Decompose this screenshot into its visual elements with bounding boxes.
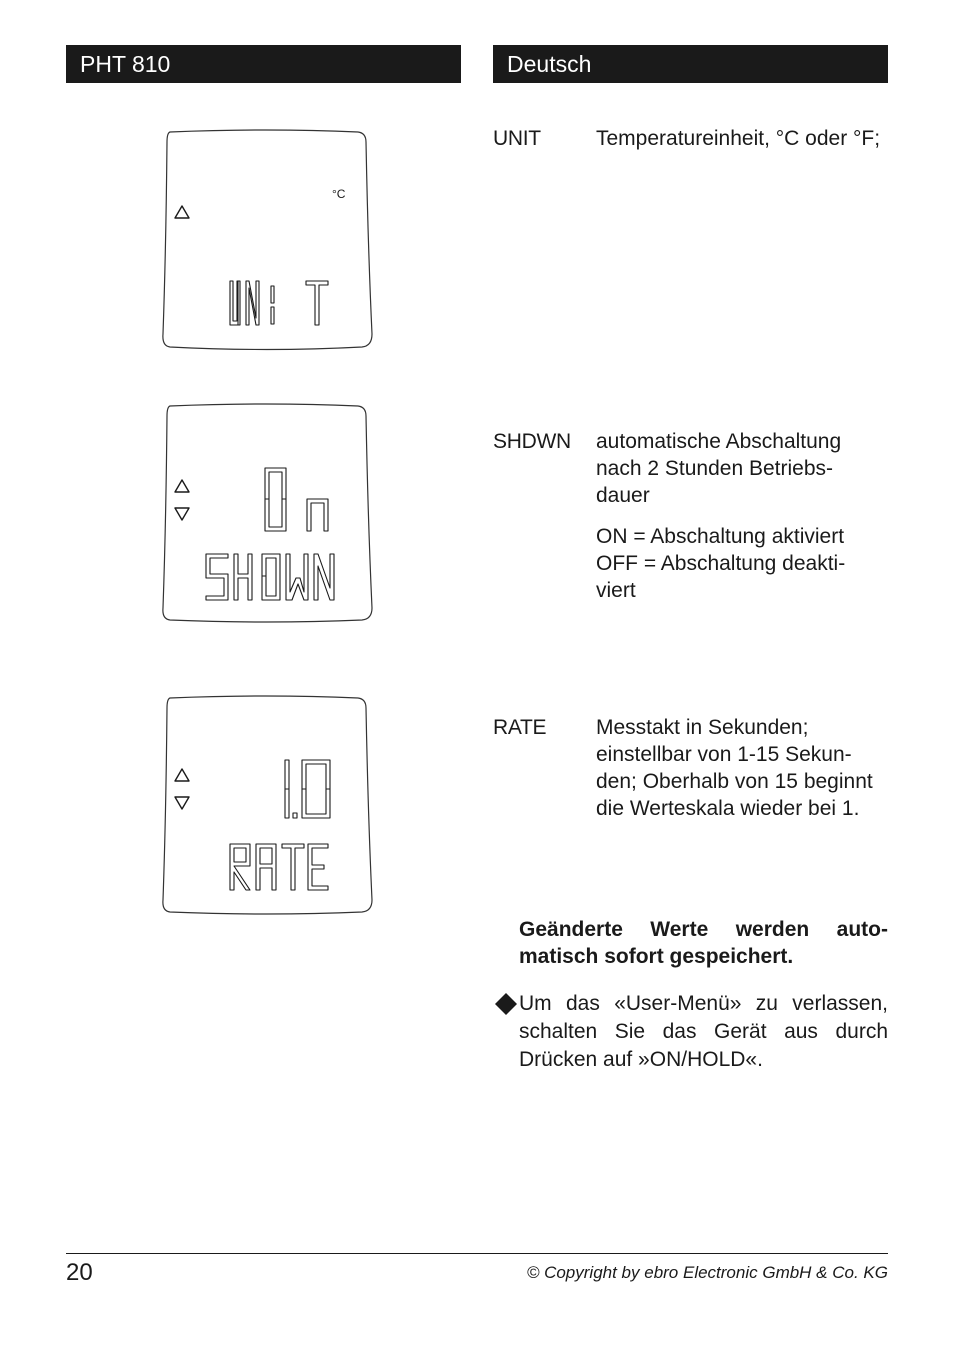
lcd-main-text-on (265, 468, 328, 531)
up-arrow-icon (175, 480, 189, 492)
lcd-display-rate (158, 694, 378, 916)
down-arrow-icon (175, 797, 189, 809)
param-key-rate: RATE (493, 716, 547, 739)
param-desc-text: Messtakt in Sekunden; einstellbar von 1-15 Sekun-den; Oberhalb von 15 beginnt die Werteskala wieder bei 1. (596, 716, 873, 820)
up-arrow-icon (175, 769, 189, 781)
footer-divider (66, 1253, 888, 1254)
down-arrow-icon (175, 508, 189, 520)
up-arrow-icon (175, 206, 189, 218)
page-number: 20 (66, 1259, 93, 1286)
param-desc-text: automatische Abschaltung nach 2 Stunden Betriebs-dauer (596, 430, 842, 507)
bullet-exit-instruction: Um das «User-Menü» zu verlassen, schalten Sie das Gerät aus durch Drücken auf »ON/HOLD«. (519, 992, 888, 1071)
param-desc-text: Temperatureinheit, °C oder °F; (596, 127, 881, 150)
copyright-notice: © Copyright by ebro Electronic GmbH & Co. KG (526, 1263, 888, 1282)
header-language-title: Deutsch (493, 45, 888, 83)
param-desc-rate (596, 714, 886, 822)
param-desc-unit (596, 125, 896, 152)
lcd-unit-label: °C (332, 187, 346, 201)
header-product-title: PHT 810 (66, 45, 461, 83)
lcd-bottom-text-rate (230, 844, 328, 890)
param-key-unit: UNIT (493, 127, 541, 150)
lcd-bottom-text-unit (230, 281, 328, 325)
diamond-bullet-icon (494, 991, 520, 1017)
lcd-main-text-value (285, 760, 330, 818)
lcd-bottom-text-shdwn (206, 554, 334, 600)
param-desc-text: ON = Abschaltung aktiviert OFF = Abschaltung deakti-viert (596, 525, 846, 602)
note-auto-save: Geänderte Werte werden auto-matisch sofort gespeichert. (519, 918, 888, 968)
lcd-display-unit (158, 128, 378, 352)
lcd-display-shdwn (158, 402, 378, 624)
param-desc-shdwn (596, 428, 881, 604)
param-key-shdwn: SHDWN (493, 430, 571, 453)
